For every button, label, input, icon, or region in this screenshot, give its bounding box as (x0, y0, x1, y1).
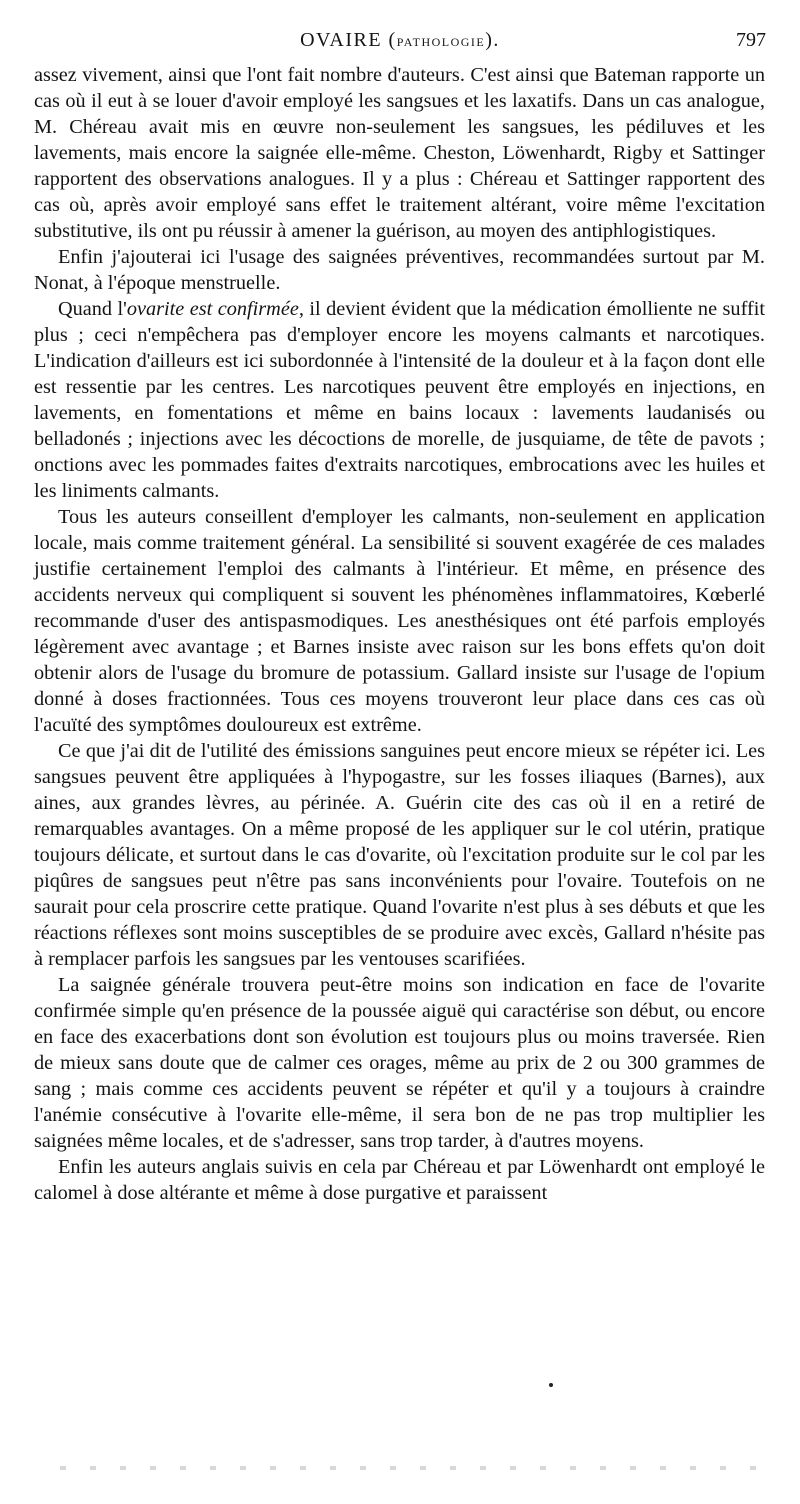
paragraph-4-text: Tous les auteurs conseillent d'employer les calmants, non-seulement en application locale, mais comme traitement général. La sensibilité si souvent exagérée de ces malades justifie certainement l'emploi des calmants à l'intérieur. Et même, en présence des accidents nerveux qui compliquent si souvent les phénomènes inflammatoires, Kœberlé recommande d'user des antispasmodiques. Les anesthésiques ont été parfois employés légèrement avec avantage ; et Barnes insiste avec raison sur les bons effets qu'on doit obtenir alors de l'usage du bromure de potassium. Gallard insiste sur l'usage de l'opium donné à doses fractionnées. Tous ces moyens trouveront leur place dans ces cas où l'acuïté des symptômes douloureux est extrême. (34, 506, 765, 736)
paragraph-3-italic: ovarite est confirmée, (126, 298, 304, 320)
ink-dot (549, 1383, 553, 1387)
header-title-main: OVAIRE ( (300, 29, 397, 51)
paragraph-2-text: Enfin j'ajouterai ici l'usage des saignées préventives, recommandées surtout par M. Nonat, à l'époque menstruelle. (34, 246, 765, 294)
header-title (34, 26, 766, 56)
bleed-through-line (60, 1466, 760, 1470)
paragraph-6 (34, 972, 765, 1154)
paragraph-1 (34, 62, 765, 244)
body-text (34, 62, 765, 1206)
paragraph-5 (34, 738, 765, 972)
running-header (34, 26, 766, 54)
paragraph-5-text: Ce que j'ai dit de l'utilité des émissions sanguines peut encore mieux se répéter ici. Les sangsues peuvent être appliquées à l'hypogastre, sur les fosses iliaques (Barnes), aux aines, aux grandes lèvres, au périnée. A. Guérin cite des cas où il en a retiré de remarquables avantages. On a même proposé de les appliquer sur le col utérin, pratique toujours délicate, et surtout dans le cas d'ovarite, où l'excitation produite sur le col par les piqûres de sangsues peut n'être pas sans inconvénients pour l'ovaire. Toutefois on ne saurait pour cela proscrire cette pratique. Quand l'ovarite n'est plus à ses débuts et que les réactions réflexes sont moins susceptibles de se produire avec excès, Gallard n'hésite pas à remplacer parfois les sangsues par les ventouses scarifiées. (34, 740, 765, 970)
paragraph-7-text: Enfin les auteurs anglais suivis en cela par Chéreau et par Löwenhardt ont employé le calomel à dose altérante et même à dose purgative et paraissent (34, 1156, 765, 1204)
header-title-end: ). (485, 29, 500, 51)
paragraph-3-text-start: Quand l' (58, 298, 127, 320)
paragraph-4 (34, 504, 765, 738)
paragraph-3-text-end: il devient évident que la médication émolliente ne suffit plus ; ceci n'empêchera pas d'employer encore les moyens calmants et narcotiques. L'indication d'ailleurs est ici subordonnée à l'intensité de la douleur et à la façon dont elle est ressentie par les centres. Les narcotiques peuvent être employés en injections, en lavements, en fomentations et même en bains locaux : lavements laudanisés ou belladonés ; injections avec les décoctions de morelle, de jusquiame, de tête de pavots ; onctions avec les pommades faites d'extraits narcotiques, embrocations avec les huiles et les liniments calmants. (34, 298, 765, 502)
paragraph-1-text: assez vivement, ainsi que l'ont fait nombre d'auteurs. C'est ainsi que Bateman rapporte un cas où il eut à se louer d'avoir employé les sangsues et les laxatifs. Dans un cas analogue, M. Chéreau avait mis en œuvre non-seulement les sangsues, les pédiluves et les lavements, mais encore la saignée elle-même. Cheston, Löwenhardt, Rigby et Sattinger rapportent des observations analogues. Il y a plus : Chéreau et Sattinger rapportent des cas où, après avoir employé sans effet le traitement altérant, voire même l'excitation substitutive, ils ont pu réussir à amener la guérison, au moyen des antiphlogistiques. (34, 64, 765, 242)
header-title-smallcaps: PATHOLOGIE (396, 35, 486, 49)
paragraph-7 (34, 1154, 765, 1206)
page-number: 797 (736, 29, 766, 51)
paragraph-2 (34, 244, 765, 296)
paragraph-6-text: La saignée générale trouvera peut-être moins son indication en face de l'ovarite confirmée simple qu'en présence de la poussée aiguë qui caractérise son début, ou encore en face des exacerbations dont son évolution est toujours plus ou moins traversée. Rien de mieux sans doute que de calmer ces orages, même au prix de 2 ou 300 grammes de sang ; mais comme ces accidents peuvent se répéter et qu'il y a toujours à craindre l'anémie consécutive à l'ovarite elle-même, il sera bon de ne pas trop multiplier les saignées même locales, et de s'adresser, sans trop tarder, à d'autres moyens. (34, 974, 765, 1152)
paragraph-3 (34, 296, 765, 504)
